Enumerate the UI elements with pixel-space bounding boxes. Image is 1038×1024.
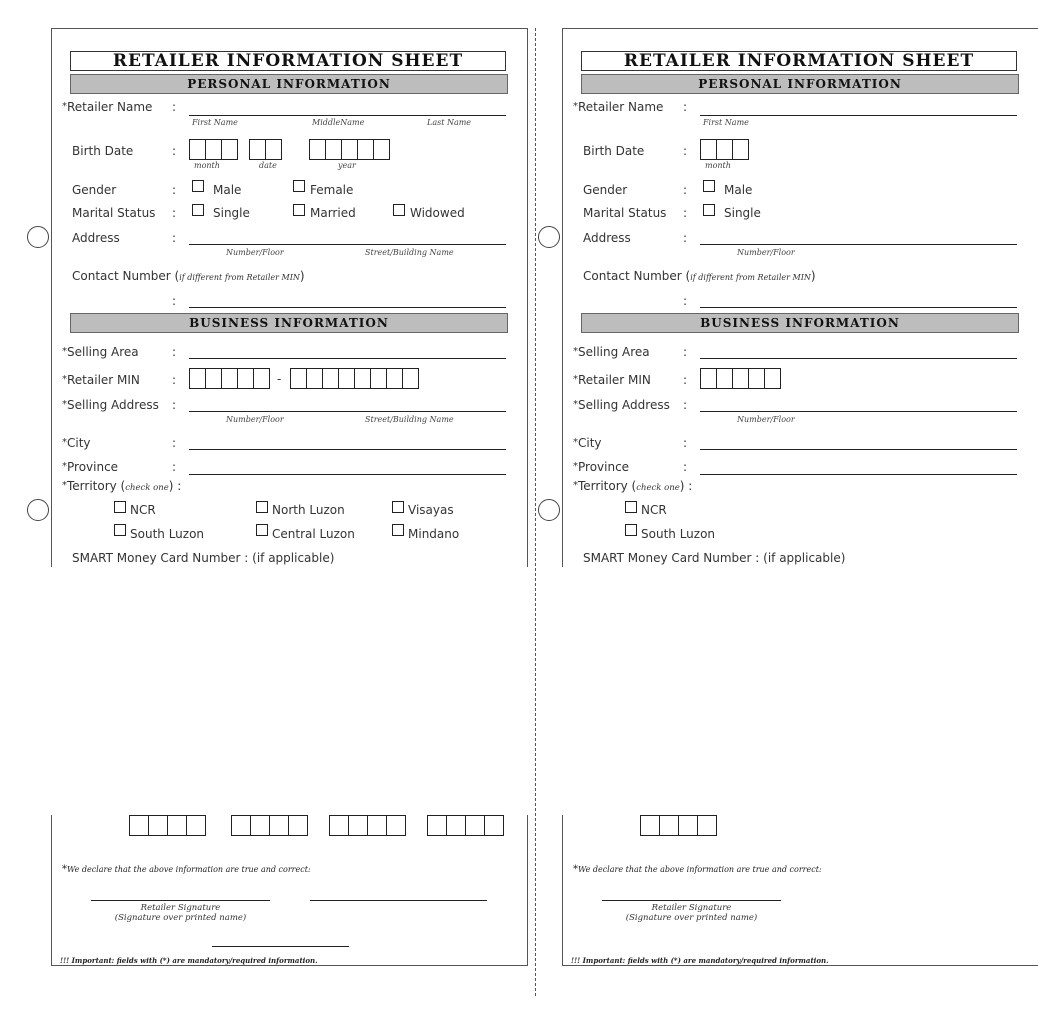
territory-label: *Territory (check one) : bbox=[62, 479, 182, 493]
marital-married-checkbox[interactable] bbox=[293, 204, 305, 216]
business-info-header: BUSINESS INFORMATION bbox=[70, 313, 508, 333]
form-frame-bottom bbox=[51, 815, 528, 966]
smart-money-boxes-2[interactable] bbox=[231, 815, 308, 836]
address-field[interactable] bbox=[700, 244, 1017, 245]
province-field[interactable] bbox=[189, 474, 506, 475]
territory-north-luzon-checkbox[interactable] bbox=[256, 501, 268, 513]
contact-number-field[interactable] bbox=[189, 307, 506, 308]
retailer-name-field[interactable] bbox=[189, 115, 506, 116]
marital-status-label: Marital Status bbox=[72, 206, 156, 220]
territory-ncr-checkbox[interactable] bbox=[114, 501, 126, 513]
smart-money-boxes-1[interactable] bbox=[129, 815, 206, 836]
city-field[interactable] bbox=[700, 449, 1017, 450]
selling-address-label: *Selling Address bbox=[62, 398, 159, 412]
city-label: *City bbox=[62, 436, 91, 450]
marital-single-checkbox[interactable] bbox=[703, 204, 715, 216]
personal-info-header: PERSONAL INFORMATION bbox=[581, 74, 1019, 94]
birth-date-boxes[interactable] bbox=[249, 139, 282, 160]
marital-widowed-checkbox[interactable] bbox=[393, 204, 405, 216]
important-note: !!! Important: fields with (*) are mandatory/required information. bbox=[60, 956, 318, 965]
date-line[interactable] bbox=[212, 946, 349, 947]
birth-year-boxes[interactable] bbox=[309, 139, 390, 160]
retailer-min-prefix-boxes[interactable] bbox=[700, 368, 781, 389]
city-field[interactable] bbox=[189, 449, 506, 450]
second-signature-line[interactable] bbox=[310, 900, 487, 901]
gender-label: Gender bbox=[72, 183, 117, 197]
birth-month-boxes[interactable] bbox=[189, 139, 238, 160]
gender-female-checkbox[interactable] bbox=[293, 180, 305, 192]
smart-money-boxes-1[interactable] bbox=[640, 815, 717, 836]
punch-hole bbox=[27, 226, 49, 248]
business-info-header: BUSINESS INFORMATION bbox=[581, 313, 1019, 333]
form-copy-left: RETAILER INFORMATION SHEET PERSONAL INFORMATION *Retailer Name : First Name MiddleName Last Name Birth Date : month date year Gender : Male Female Marital Status : Single Married Widowed Address : Number/Floor Street/Building Name Contact Number (if different from Retailer MIN) : BUSINESS INFORMATION *Selling Area : *Retailer MIN : - *Selling Address : Number/Floor Street/Building Name *City : *Province : *Territory (check one) : NCR North Luzon Visayas South Luzon Central Luzon Mindano SMART Money Card Number : (if applicable) *We declare that the above information are true and correct: Retailer Signature (Signature over printed name) !!! Important: fields with (*) are mandatory/required information. bbox=[0, 0, 470, 1024]
smart-money-boxes-3[interactable] bbox=[329, 815, 406, 836]
gender-male-checkbox[interactable] bbox=[192, 180, 204, 192]
retailer-name-label: *Retailer Name bbox=[62, 100, 153, 114]
selling-area-field[interactable] bbox=[189, 358, 506, 359]
address-field[interactable] bbox=[189, 244, 506, 245]
territory-south-luzon-checkbox[interactable] bbox=[114, 524, 126, 536]
selling-address-field[interactable] bbox=[700, 411, 1017, 412]
address-label: Address bbox=[72, 231, 120, 245]
form-title: RETAILER INFORMATION SHEET bbox=[581, 51, 1017, 71]
retailer-name-field[interactable] bbox=[700, 115, 1017, 116]
retailer-signature-line[interactable] bbox=[602, 900, 781, 901]
retailer-signature-line[interactable] bbox=[91, 900, 270, 901]
province-label: *Province bbox=[62, 460, 119, 474]
form-copy-right: RETAILER INFORMATION SHEET PERSONAL INFORMATION *Retailer Name : First Name Birth Date : month Gender : Male Marital Status : Single Address : Number/Floor Contact Number (if different from Retailer MIN) : BUSINESS INFORMATION *Selling Area : *Retailer MIN : *Selling Address : Number/Floor *City : *Province : *Territory (check one) : NCR South Luzon SMART Money Card Number : (if applicable) *We declare that the above information are true and correct: Retailer Signature (Signature over printed name) !!! Important: fields with (*) are mandatory/required information. bbox=[511, 0, 768, 1024]
declaration-text: *We declare that the above information are true and correct: bbox=[62, 864, 311, 875]
marital-single-checkbox[interactable] bbox=[192, 204, 204, 216]
punch-hole bbox=[27, 499, 49, 521]
personal-info-header: PERSONAL INFORMATION bbox=[70, 74, 508, 94]
contact-number-field[interactable] bbox=[700, 307, 1017, 308]
smart-money-boxes-4[interactable] bbox=[427, 815, 504, 836]
selling-area-field[interactable] bbox=[700, 358, 1017, 359]
punch-hole bbox=[538, 226, 560, 248]
form-title: RETAILER INFORMATION SHEET bbox=[70, 51, 506, 71]
contact-number-label: Contact Number (if different from Retailer MIN) bbox=[72, 269, 305, 283]
retailer-min-prefix-boxes[interactable] bbox=[189, 368, 270, 389]
retailer-min-number-boxes[interactable] bbox=[290, 368, 419, 389]
retailer-min-label: *Retailer MIN bbox=[62, 373, 140, 387]
territory-mindano-checkbox[interactable] bbox=[392, 524, 404, 536]
territory-south-luzon-checkbox[interactable] bbox=[625, 524, 637, 536]
selling-area-label: *Selling Area bbox=[62, 345, 139, 359]
retailer-signature-caption: Retailer Signature (Signature over printed name) bbox=[114, 903, 247, 923]
province-field[interactable] bbox=[700, 474, 1017, 475]
gender-male-checkbox[interactable] bbox=[703, 180, 715, 192]
territory-central-luzon-checkbox[interactable] bbox=[256, 524, 268, 536]
birth-month-boxes[interactable] bbox=[700, 139, 749, 160]
smart-money-label: SMART Money Card Number : (if applicable) bbox=[72, 551, 335, 565]
territory-visayas-checkbox[interactable] bbox=[392, 501, 404, 513]
punch-hole bbox=[538, 499, 560, 521]
territory-ncr-checkbox[interactable] bbox=[625, 501, 637, 513]
birth-date-label: Birth Date bbox=[72, 144, 134, 158]
selling-address-field[interactable] bbox=[189, 411, 506, 412]
